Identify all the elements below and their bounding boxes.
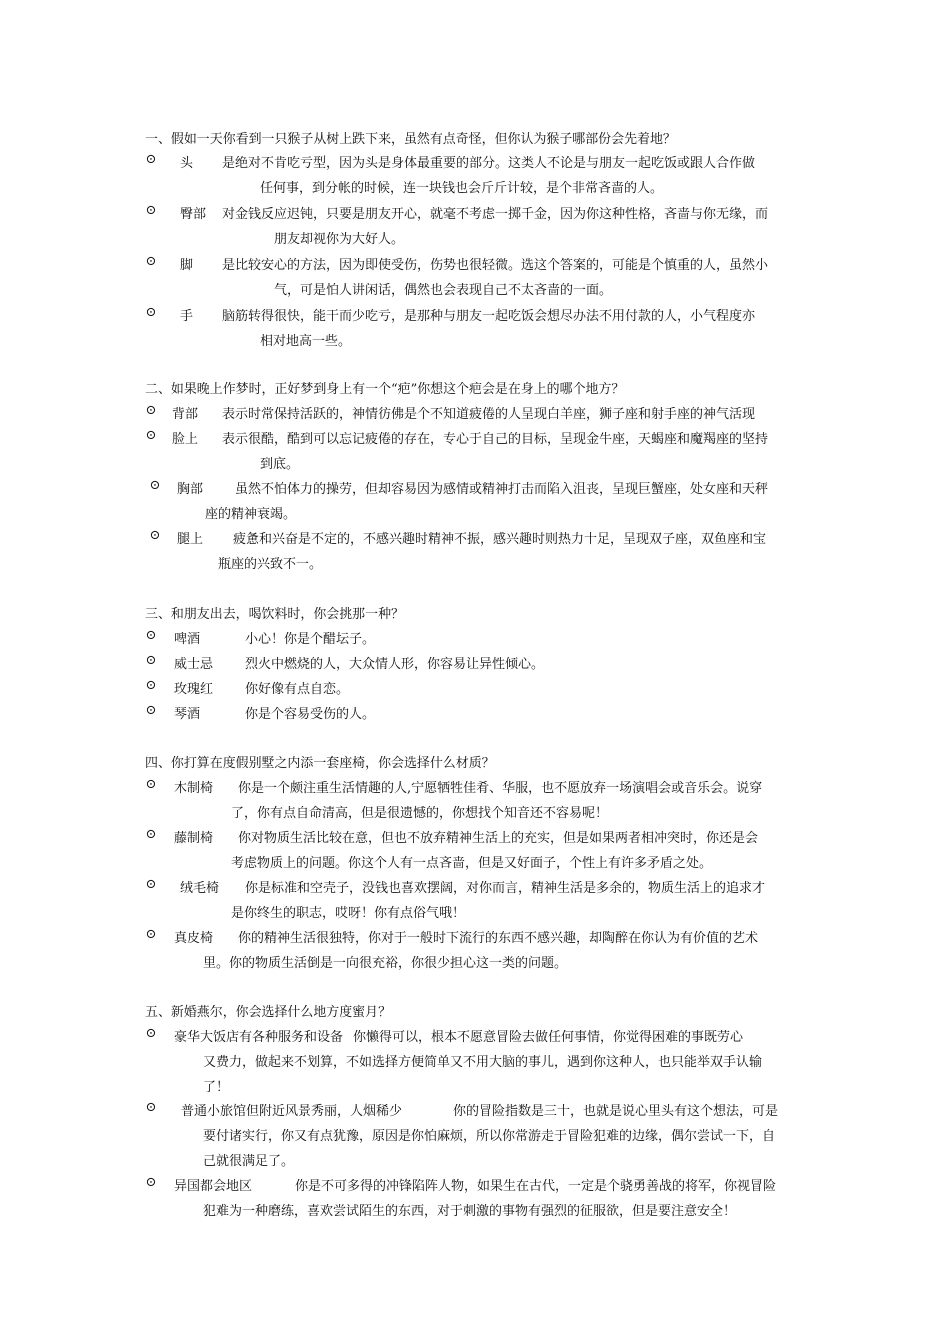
option-text-line: 考虑物质上的问题。你这个人有一点吝啬，但是又好面子，个性上有许多矛盾之处。 bbox=[231, 856, 713, 871]
option-label: 普通小旅馆但附近风景秀丽，人烟稀少 bbox=[181, 1104, 403, 1119]
option-label: 琴酒 bbox=[174, 707, 201, 722]
bullet-icon: ⊙ bbox=[145, 428, 157, 443]
bullet-icon: ⊙ bbox=[145, 1100, 157, 1115]
option-text-line: 了！ bbox=[203, 1080, 230, 1095]
bullet-icon: ⊙ bbox=[145, 403, 157, 418]
option-label: 脸上 bbox=[172, 432, 199, 447]
bullet-icon: ⊙ bbox=[145, 1026, 157, 1041]
option-text-line: 你是一个颇注重生活情趣的人,宁愿牺牲佳肴、华服，也不愿放弃一场演唱会或音乐会。说穿 bbox=[238, 781, 763, 796]
bullet-icon: ⊙ bbox=[145, 628, 157, 643]
option-label: 脚 bbox=[180, 258, 194, 273]
option-label: 啤酒 bbox=[174, 632, 201, 647]
option-text-line: 你的冒险指数是三十，也就是说心里头有这个想法，可是 bbox=[453, 1104, 779, 1119]
option-label: 藤制椅 bbox=[174, 831, 214, 846]
option-text-line: 烈火中燃烧的人，大众情人形，你容易让异性倾心。 bbox=[245, 657, 545, 672]
bullet-icon: ⊙ bbox=[149, 478, 161, 493]
option-text-line: 了，你有点自命清高，但是很遗憾的，你想找个知音还不容易呢！ bbox=[231, 806, 609, 821]
option-label: 威士忌 bbox=[174, 657, 214, 672]
question-3: 三、和朋友出去，喝饮料时，你会挑那一种？ bbox=[145, 607, 404, 622]
bullet-icon: ⊙ bbox=[145, 927, 157, 942]
option-text-line: 你是不可多得的冲锋陷阵人物，如果生在古代，一定是个骁勇善战的将军，你视冒险 bbox=[295, 1179, 777, 1194]
option-text-line: 你的精神生活很独特，你对于一般时下流行的东西不感兴趣，却陶醉在你认为有价值的艺术 bbox=[238, 931, 759, 946]
option-text-line: 你懒得可以，根本不愿意冒险去做任何事情，你觉得困难的事既劳心 bbox=[353, 1030, 744, 1045]
option-label: 木制椅 bbox=[174, 781, 214, 796]
bullet-icon: ⊙ bbox=[145, 678, 157, 693]
option-label: 背部 bbox=[172, 407, 199, 422]
option-text-line: 朋友却视你为大好人。 bbox=[274, 232, 405, 247]
option-text-line: 你是标准和空壳子，没钱也喜欢摆阔，对你而言，精神生活是多余的，物质生活上的追求才 bbox=[245, 881, 766, 896]
option-text-line: 到底。 bbox=[260, 457, 300, 472]
option-label: 头 bbox=[180, 156, 194, 171]
bullet-icon: ⊙ bbox=[145, 827, 157, 842]
option-label: 腿上 bbox=[177, 532, 204, 547]
option-text-line: 脑筋转得很快，能干而少吃亏，是那种与朋友一起吃饭会想尽办法不用付款的人，小气程度亦 bbox=[222, 309, 756, 324]
option-text-line: 座的精神衰竭。 bbox=[205, 507, 297, 522]
option-text-line: 任何事，到分帐的时候，连一块钱也会斤斤计较，是个非常吝啬的人。 bbox=[260, 181, 664, 196]
question-2: 二、如果晚上作梦时，正好梦到身上有一个“疤”你想这个疤会是在身上的哪个地方？ bbox=[145, 382, 625, 397]
option-text-line: 己就很满足了。 bbox=[203, 1154, 295, 1169]
option-label: 臀部 bbox=[180, 207, 207, 222]
bullet-icon: ⊙ bbox=[145, 305, 157, 320]
option-text-line: 瓶座的兴致不一。 bbox=[218, 557, 323, 572]
option-text-line: 相对地高一些。 bbox=[260, 334, 352, 349]
option-text-line: 对金钱反应迟钝，只要是朋友开心，就毫不考虑一掷千金，因为你这种性格，吝啬与你无缘，而 bbox=[222, 207, 769, 222]
option-label: 真皮椅 bbox=[174, 931, 214, 946]
option-text-line: 你是个容易受伤的人。 bbox=[245, 707, 376, 722]
option-label: 豪华大饭店有各种服务和设备 bbox=[174, 1030, 344, 1045]
bullet-icon: ⊙ bbox=[145, 653, 157, 668]
option-label: 手 bbox=[180, 309, 194, 324]
bullet-icon: ⊙ bbox=[149, 528, 161, 543]
bullet-icon: ⊙ bbox=[145, 703, 157, 718]
bullet-icon: ⊙ bbox=[145, 877, 157, 892]
option-text-line: 要付诸实行，你又有点犹豫，原因是你怕麻烦，所以你常游走于冒险犯难的边缘，偶尔尝试一下，自 bbox=[203, 1129, 776, 1144]
question-5: 五、新婚燕尔，你会选择什么地方度蜜月？ bbox=[145, 1005, 392, 1020]
option-label: 绒毛椅 bbox=[180, 881, 220, 896]
option-text-line: 你对物质生活比较在意，但也不放弃精神生活上的充实，但是如果两者相冲突时，你还是会 bbox=[238, 831, 759, 846]
question-1: 一、假如一天你看到一只猴子从树上跌下来，虽然有点奇怪，但你认为猴子哪部份会先着地？ bbox=[145, 132, 676, 147]
option-text-line: 表示很酷，酷到可以忘记疲倦的存在，专心于自己的目标，呈现金牛座，天蝎座和魔羯座的坚持 bbox=[222, 432, 769, 447]
bullet-icon: ⊙ bbox=[145, 152, 157, 167]
option-text-line: 小心！你是个醋坛子。 bbox=[245, 632, 376, 647]
option-text-line: 气，可是怕人讲闲话，偶然也会表现自己不太吝啬的一面。 bbox=[274, 283, 613, 298]
option-text-line: 疲惫和兴奋是不定的，不感兴趣时精神不振，感兴趣时则热力十足，呈现双子座，双鱼座和宝 bbox=[233, 532, 767, 547]
question-4: 四、你打算在度假别墅之内添一套座椅，你会选择什么材质？ bbox=[145, 756, 495, 771]
option-text-line: 里。你的物质生活倒是一向很充裕，你很少担心这一类的问题。 bbox=[203, 956, 568, 971]
option-label: 玫瑰红 bbox=[174, 682, 214, 697]
option-text-line: 又费力，做起来不划算，不如选择方便简单又不用大脑的事儿，遇到你这种人，也只能举双手认输 bbox=[203, 1055, 763, 1070]
option-text-line: 是比较安心的方法，因为即使受伤，伤势也很轻微。选这个答案的，可能是个慎重的人，虽然小 bbox=[222, 258, 769, 273]
bullet-icon: ⊙ bbox=[145, 254, 157, 269]
option-label: 异国都会地区 bbox=[174, 1179, 253, 1194]
bullet-icon: ⊙ bbox=[145, 777, 157, 792]
option-text-line: 犯难为一种磨练，喜欢尝试陌生的东西，对于刺激的事物有强烈的征服欲，但是要注意安全！ bbox=[203, 1204, 737, 1219]
bullet-icon: ⊙ bbox=[145, 1175, 157, 1190]
option-text-line: 是你终生的职志，哎呀！你有点俗气哦！ bbox=[231, 906, 466, 921]
option-text-line: 你好像有点自恋。 bbox=[245, 682, 350, 697]
option-text-line: 表示时常保持活跃的，神情彷佛是个不知道疲倦的人呈现白羊座，狮子座和射手座的神气活现 bbox=[222, 407, 756, 422]
option-text-line: 虽然不怕体力的操劳，但却容易因为感情或精神打击而陷入沮丧，呈现巨蟹座，处女座和天秤 bbox=[235, 482, 769, 497]
bullet-icon: ⊙ bbox=[145, 203, 157, 218]
option-label: 胸部 bbox=[177, 482, 204, 497]
option-text-line: 是绝对不肯吃亏型，因为头是身体最重要的部分。这类人不论是与朋友一起吃饭或跟人合作做 bbox=[222, 156, 756, 171]
